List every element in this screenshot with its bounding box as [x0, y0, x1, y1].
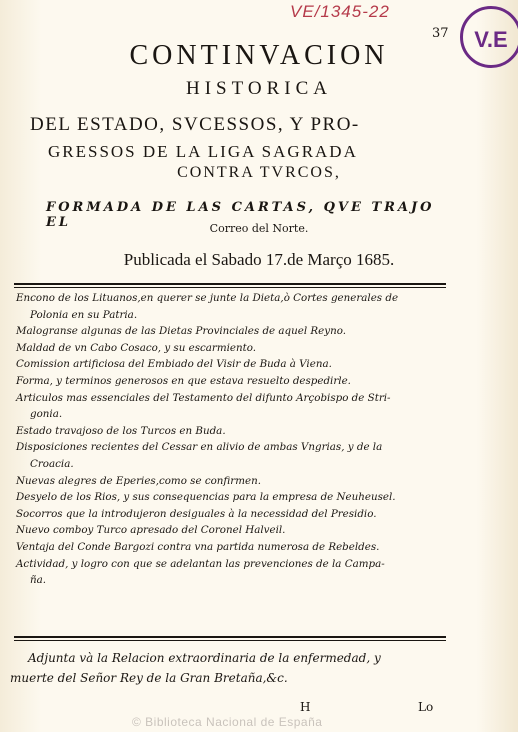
contents-item-text: Comission artificiosa del Embiado del Visir de Buda à Viena.	[16, 358, 332, 371]
contents-item	[16, 522, 446, 539]
contents-item-text: Disposiciones recientes del Cessar en alivio de ambas Vngrias, y de la	[16, 441, 383, 454]
contents-item-text: Socorros que la introdujeron desiguales à la necessidad del Presidio.	[16, 507, 377, 520]
contents-item-continuation: Croacia.	[30, 457, 74, 470]
adjunta-notice	[10, 648, 448, 688]
contents-item	[16, 356, 446, 373]
contents-item	[16, 489, 446, 506]
top-divider-rule-thin	[14, 287, 446, 288]
contents-summary-list	[16, 290, 446, 589]
signature-mark: H	[300, 700, 311, 714]
contents-item	[16, 423, 446, 440]
contents-item-text: Articulos mas essenciales del Testamento del difunto Arçobispo de Stri-	[16, 391, 391, 404]
contents-item-text: Actividad, y logro con que se adelantan las prevenciones de la Campa-	[16, 557, 385, 570]
contents-item	[16, 473, 446, 490]
contents-item	[16, 373, 446, 390]
page-number: 37	[432, 26, 449, 41]
title-line-5: CONTRA TVRCOS,	[177, 164, 341, 181]
bottom-divider-rule-thin	[14, 640, 446, 641]
contents-item	[16, 439, 446, 472]
top-divider-rule	[14, 283, 446, 285]
title-line-4: GRESSOS DE LA LIGA SAGRADA	[48, 142, 358, 161]
shelfmark-annotation: VE/1345-22	[290, 2, 390, 21]
adjunta-line-2: muerte del Señor Rey de la Gran Bretaña,&c.	[10, 671, 288, 685]
contents-item-continuation: ña.	[30, 574, 47, 587]
title-line-2: HISTORICA	[186, 78, 332, 99]
contents-item-text: Estado travajoso de los Turcos en Buda.	[16, 424, 226, 437]
contents-item	[16, 290, 446, 323]
bottom-divider-rule	[14, 636, 446, 638]
publication-date-line: Publicada el Sabado 17.de Março 1685.	[123, 250, 395, 269]
contents-item	[16, 390, 446, 423]
contents-item-continuation: gonia.	[30, 408, 63, 421]
library-stamp: V.E	[460, 6, 518, 68]
adjunta-line-1: Adjunta và la Relacion extraordinaria de la enfermedad, y	[28, 651, 381, 665]
contents-item-continuation: Polonia en su Patria.	[30, 308, 138, 321]
title-line-3: DEL ESTADO, SVCESSOS, Y PRO-	[30, 114, 360, 135]
contents-item	[16, 539, 446, 556]
subtitle-correo: Correo del Norte.	[209, 222, 309, 235]
contents-item	[16, 506, 446, 523]
contents-item-text: Nuevas alegres de Eperies,como se confirmen.	[16, 474, 261, 487]
contents-item-text: Malogranse algunas de las Dietas Provinciales de aquel Reyno.	[16, 325, 347, 338]
subtitle-formada: FORMADA DE LAS CARTAS, QVE TRAJO EL	[46, 200, 435, 230]
contents-item	[16, 323, 446, 340]
contents-item-text: Ventaja del Conde Bargozi contra vna partida numerosa de Rebeldes.	[16, 540, 380, 553]
contents-item-text: Desyelo de los Rios, y sus consequencias para la empresa de Neuheusel.	[16, 491, 396, 504]
contents-item	[16, 340, 446, 357]
contents-item-text: Nuevo comboy Turco apresado del Coronel Halveil.	[16, 524, 286, 537]
contents-item-text: Maldad de vn Cabo Cosaco, y su escarmiento.	[16, 341, 257, 354]
title-line-1: CONTINVACION	[129, 40, 389, 71]
catchword: Lo	[418, 700, 434, 714]
contents-item	[16, 556, 446, 589]
contents-item-text: Encono de los Lituanos,en querer se junte la Dieta,ò Cortes generales de	[16, 292, 399, 304]
contents-item-text: Forma, y terminos generosos en que estava resuelto despedirle.	[16, 374, 351, 387]
library-watermark: © Biblioteca Nacional de España	[132, 715, 323, 729]
